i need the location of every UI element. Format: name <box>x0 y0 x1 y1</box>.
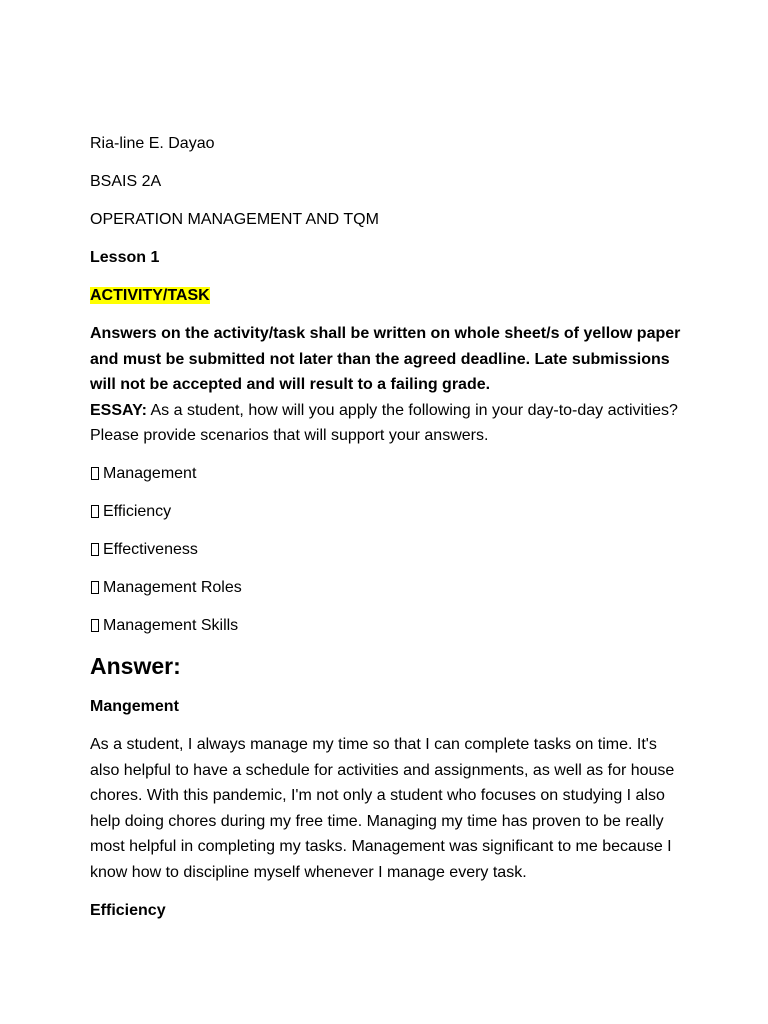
lesson-title: Lesson 1 <box>90 249 160 266</box>
instructions-notice: Answers on the activity/task shall be written on whole sheet/s of yellow paper and must be submitted not later than the agreed deadline. Late submissions will not be accepted and will result to a failing grade. <box>90 325 681 393</box>
list-item <box>90 537 690 563</box>
list-item <box>90 461 690 487</box>
essay-prompt <box>90 398 690 449</box>
section-title-management: Mangement <box>90 698 179 715</box>
list-item <box>90 575 690 601</box>
missing-glyph-icon <box>91 467 99 480</box>
missing-glyph-icon <box>91 619 99 632</box>
topic-list <box>90 461 690 639</box>
answer-heading: Answer: <box>90 653 181 679</box>
essay-text: As a student, how will you apply the following in your day-to-day activities? Please provide scenarios that will support your answers. <box>90 401 678 444</box>
essay-label: ESSAY: <box>90 401 147 419</box>
missing-glyph-icon <box>91 581 99 594</box>
course-title: OPERATION MANAGEMENT AND TQM <box>90 211 379 228</box>
section-title-efficiency: Efficiency <box>90 901 166 919</box>
missing-glyph-icon <box>91 543 99 556</box>
topic-label: Management Roles <box>103 579 242 596</box>
list-item <box>90 613 690 639</box>
topic-label: Efficiency <box>103 503 172 520</box>
student-section: BSAIS 2A <box>90 173 162 190</box>
student-name: Ria-line E. Dayao <box>90 135 215 152</box>
activity-label: ACTIVITY/TASK <box>90 287 210 304</box>
topic-label: Management <box>103 465 197 482</box>
activity-heading <box>90 283 690 309</box>
missing-glyph-icon <box>91 505 99 518</box>
topic-label: Effectiveness <box>103 541 198 558</box>
section-body-management: As a student, I always manage my time so that I can complete tasks on time. It's also helpful to have a schedule for activities and assignments, as well as for house chores. With this pandemic, I'm not only a student who focuses on studying I also help doing chores during my free time. Managing my time has proven to be really most helpful in completing my tasks. Management was significant to me because I know how to discipline myself whenever I manage every task. <box>90 736 675 881</box>
topic-label: Management Skills <box>103 617 239 634</box>
list-item <box>90 499 690 525</box>
document-content <box>90 131 690 936</box>
